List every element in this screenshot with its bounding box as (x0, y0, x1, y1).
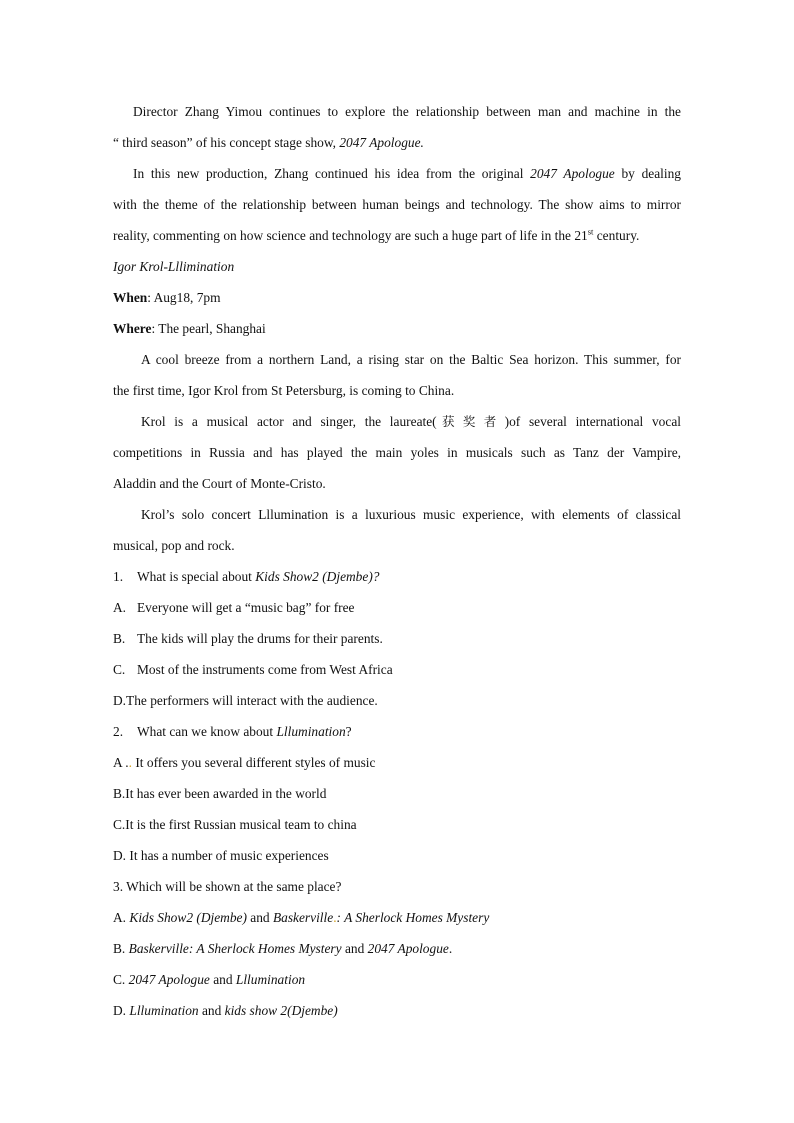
option-show-1: Kids Show2 (Djembe) (129, 910, 247, 925)
option-label: A . (113, 755, 129, 770)
where-value: : The pearl, Shanghai (151, 321, 266, 336)
chinese-gloss: 获奖者 (436, 414, 505, 429)
event-p3-line2: musical, pop and rock. (113, 538, 235, 553)
q2-option-a[interactable] (113, 747, 681, 778)
option-show-1: 2047 Apologue (128, 972, 210, 987)
option-show-1: Baskerville: A Sherlock Homes Mystery (128, 941, 342, 956)
question-stem-end: ? (345, 724, 352, 739)
question-number: 2. (113, 724, 124, 739)
q3-option-a[interactable] (113, 902, 681, 933)
option-text: It has a number of music experiences (126, 848, 329, 863)
q3-option-b[interactable] (113, 933, 681, 964)
q1-option-d[interactable] (113, 685, 681, 716)
option-text: Most of the instruments come from West Africa (137, 662, 393, 677)
question-2 (113, 716, 681, 747)
q1-option-a[interactable] (113, 592, 681, 623)
document-page (113, 96, 681, 1026)
show-title: 2047 Apologue. (339, 135, 424, 150)
intro-p2-text: In this new production, Zhang continued his idea from the original (133, 166, 531, 181)
option-connector: and (209, 972, 236, 987)
option-mark: . (333, 910, 337, 925)
question-stem-title: Lllumination (276, 724, 346, 739)
q2-option-d[interactable] (113, 840, 681, 871)
intro-p2-line1 (113, 158, 681, 189)
question-1 (113, 561, 681, 592)
question-stem: What can we know about (137, 724, 277, 739)
question-3: 3. Which will be shown at the same place? (113, 879, 342, 894)
intro-p2-line3 (113, 220, 681, 251)
question-stem: What is special about (137, 569, 256, 584)
option-label: B. (113, 631, 126, 646)
option-label: C. (113, 972, 126, 987)
option-label: B. (113, 786, 126, 801)
option-show-2: Baskerville (272, 910, 334, 925)
option-text: Everyone will get a “music bag” for free (137, 600, 355, 615)
option-connector: and (246, 910, 273, 925)
event-where (113, 313, 681, 344)
question-number: 1. (113, 569, 124, 584)
question-stem-title: Kids Show2 (Djembe)? (255, 569, 380, 584)
event-p1-line2: the first time, Igor Krol from St Petersburg, is coming to China. (113, 383, 455, 398)
ordinal-suffix: st (587, 226, 594, 237)
option-label: D. (113, 693, 127, 708)
option-text: It offers you several different styles of music (132, 755, 376, 770)
option-label: C. (113, 817, 126, 832)
q2-option-c[interactable] (113, 809, 681, 840)
option-label: D. (113, 1003, 127, 1018)
option-label: D. (113, 848, 127, 863)
option-text: The kids will play the drums for their parents. (137, 631, 383, 646)
where-label: Where (113, 321, 152, 336)
show-title: 2047 Apologue (530, 166, 615, 181)
option-show-1: Lllumination (129, 1003, 199, 1018)
q1-option-c[interactable] (113, 654, 681, 685)
option-label: A. (113, 600, 127, 615)
option-text: The performers will interact with the audience. (126, 693, 378, 708)
event-p2-line1 (113, 406, 681, 437)
event-p1-line1: A cool breeze from a northern Land, a rising star on the Baltic Sea horizon. This summer, for (141, 352, 681, 367)
intro-p2-text: by dealing (614, 166, 681, 181)
option-text: It is the first Russian musical team to china (125, 817, 357, 832)
option-label: A. (113, 910, 127, 925)
option-show-2: 2047 Apologue (367, 941, 449, 956)
q1-option-b[interactable] (113, 623, 681, 654)
event-when (113, 282, 681, 313)
intro-p1-line2-text: “ third season” of his concept stage show, (113, 135, 340, 150)
option-end: . (448, 941, 453, 956)
q3-option-d[interactable] (113, 995, 681, 1026)
option-show-2: Lllumination (235, 972, 306, 987)
option-mark: . (128, 755, 132, 770)
event-p2-text: Krol is a musical actor and singer, the laureate( (141, 414, 437, 429)
option-label: B. (113, 941, 126, 956)
event-p3-line1: Krol’s solo concert Lllumination is a luxurious music experience, with elements of classical (141, 507, 681, 522)
event-p2-line3: Aladdin and the Court of Monte-Cristo. (113, 476, 326, 491)
when-label: When (113, 290, 148, 305)
q3-option-c[interactable] (113, 964, 681, 995)
intro-p1-line1: Director Zhang Yimou continues to explore the relationship between man and machine in the (133, 104, 681, 119)
intro-p2-line2: with the theme of the relationship between human beings and technology. The show aims to mirror (113, 197, 681, 212)
option-show-2: kids show 2(Djembe) (224, 1003, 338, 1018)
event-p2-text: )of several international vocal (504, 414, 681, 429)
option-show-2-rest: : A Sherlock Homes Mystery (336, 910, 490, 925)
option-connector: and (341, 941, 368, 956)
event-p2-line2: competitions in Russia and has played the main yoles in musicals such as Tanz der Vampire, (113, 445, 681, 460)
intro-p2-text: reality, commenting on how science and technology are such a huge part of life in the 21 (113, 228, 588, 243)
option-connector: and (198, 1003, 225, 1018)
event-title: Igor Krol-Lllimination (113, 259, 235, 274)
q2-option-b[interactable] (113, 778, 681, 809)
option-text: It has ever been awarded in the world (125, 786, 327, 801)
intro-p2-text: century. (593, 228, 640, 243)
when-value: : Aug18, 7pm (147, 290, 221, 305)
option-label: C. (113, 662, 126, 677)
intro-p1-line2 (113, 127, 681, 158)
